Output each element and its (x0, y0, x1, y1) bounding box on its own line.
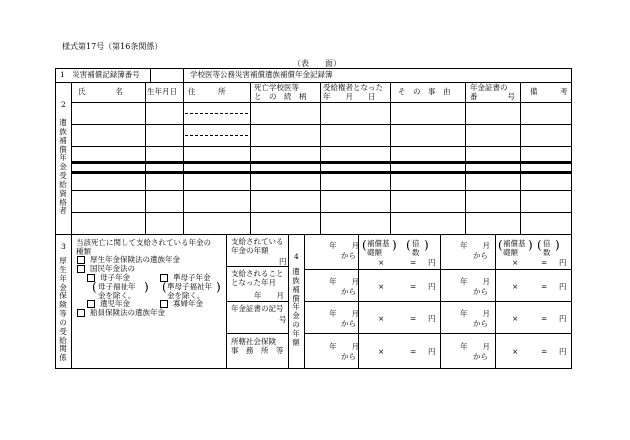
s4-title-vertical: 遺族補償年金の年額 (292, 267, 300, 347)
form-number: 様式第17号（第16条関係） (62, 42, 163, 51)
item-senin: 船員保険法の遺族年金 (90, 308, 165, 317)
r1-rate-paren-r: ) (424, 238, 429, 252)
col-header-remarks: 備 考 (530, 87, 568, 96)
record-number-label: 1 災害補償記録簿番号 (60, 70, 140, 79)
r1r-yen: 円 (559, 258, 567, 267)
r1r-rate-paren-l: ( (537, 238, 542, 252)
s1-divider-1 (150, 68, 151, 82)
r3-left-from: から (341, 319, 356, 328)
r1r-equals: = (541, 258, 548, 267)
address-dash-1 (185, 113, 248, 114)
r4-right-from: から (473, 352, 488, 361)
r2-right-from: から (473, 287, 488, 296)
r1-rate-l1: 倍 (412, 239, 420, 248)
r1-left-from: から (341, 251, 356, 260)
r1-base-paren-l: ( (362, 238, 367, 252)
pension-type-intro-l2: 種類 (76, 247, 91, 256)
r1r-base-l1: 補償基 (503, 239, 526, 248)
r3r-yen: 円 (559, 314, 567, 323)
r1-rate-l2: 数 (412, 248, 420, 257)
s3-mid-line-1 (226, 266, 288, 267)
s4-left-border (288, 234, 289, 368)
r1-left-ym: 年 月 (329, 241, 359, 250)
r2-yen: 円 (428, 282, 436, 291)
r4-left-from: から (341, 352, 356, 361)
paren-right-2: ) (216, 280, 221, 294)
start-date-label-l2: となった年月 (231, 278, 276, 287)
checkbox-kokumin[interactable] (77, 265, 85, 273)
r1-base-paren-r: ) (392, 238, 397, 252)
s2-thick-line-1 (71, 161, 571, 164)
cert-symbol-unit: 号 (279, 315, 287, 324)
r1-rate-paren-l: ( (406, 238, 411, 252)
r2-left-ym: 年 月 (329, 277, 359, 286)
r1-yen: 円 (428, 258, 436, 267)
checkbox-iji[interactable] (87, 300, 95, 308)
item-kafu: 寡婦年金 (173, 299, 203, 308)
r3r-times: × (512, 314, 519, 323)
r2-times: × (378, 282, 385, 291)
r3-left-ym: 年 月 (329, 309, 359, 318)
item-kosei: 厚生年金保険法の遺族年金 (90, 255, 180, 264)
s3-title-vertical: 厚生年金保険等の受給関係 (59, 256, 67, 363)
paren-left-1: ( (92, 280, 97, 294)
annual-amount-unit: 円 (279, 257, 287, 266)
r1r-base-l2: 礎額 (503, 248, 518, 257)
frame-top (55, 68, 572, 69)
r4-yen: 円 (428, 347, 436, 356)
s2-title-vertical: 遺族補償年金受給資格者 (59, 118, 67, 216)
record-title: 学校医等公務災害補償遺族補償年金記録簿 (190, 70, 333, 79)
start-date-label-l1: 支給されること (231, 269, 284, 278)
cert-symbol-label: 年金証書の記号 (231, 304, 284, 313)
col-header-relation-l2: と の 続 柄 (254, 92, 307, 101)
col-header-address: 住 所 (188, 87, 226, 96)
note-jun-boshi-l2: 金を除く。 (167, 291, 205, 300)
frame-right (571, 68, 572, 369)
r2r-equals: = (541, 282, 548, 291)
r1r-base-paren-r: ) (528, 238, 533, 252)
item-iji: 遺児年金 (100, 299, 130, 308)
s2-row-line-2 (71, 146, 571, 147)
paren-left-2: ( (162, 280, 167, 294)
col-header-date-l1: 受給権者となった (323, 83, 383, 92)
r4-equals: = (410, 347, 417, 356)
annual-amount-label-l2: 年金の年額 (231, 246, 269, 255)
checkbox-kafu[interactable] (160, 300, 168, 308)
r1r-rate-l2: 数 (543, 248, 551, 257)
paren-right-1: ) (144, 280, 149, 294)
item-jun-boshi: 準母子年金 (173, 273, 211, 282)
r4r-equals: = (541, 347, 548, 356)
s2-row-line-1 (71, 124, 571, 125)
page-side-label: （表 面） (293, 59, 341, 68)
r2-equals: = (410, 282, 417, 291)
r1r-rate-paren-r: ) (555, 238, 560, 252)
r3-right-from: から (473, 319, 488, 328)
r2r-yen: 円 (559, 282, 567, 291)
pension-type-intro-l1: 当該死亡に関して支給されている年金の (76, 238, 211, 247)
r1-right-ym: 年 月 (460, 241, 490, 250)
s3-mid-line-3 (226, 333, 288, 334)
r1-base-l2: 礎額 (367, 248, 382, 257)
frame-bottom (55, 368, 572, 369)
social-insurance-office-l1: 所轄社会保険 (231, 337, 276, 346)
s2-thick-line-2 (71, 171, 571, 174)
r4r-times: × (512, 347, 519, 356)
r3-times: × (378, 314, 385, 323)
r1-times: × (378, 258, 385, 267)
r3r-equals: = (541, 314, 548, 323)
r1r-times: × (512, 258, 519, 267)
note-jun-boshi-l1: 準母子福祉年 (167, 282, 212, 291)
item-kokumin: 国民年金法の (90, 264, 135, 273)
start-date-unit: 年 月 (254, 291, 284, 300)
col-header-cert-l2: 番 号 (470, 92, 515, 101)
s4-number: 4 (294, 252, 299, 261)
s3-number: 3 (61, 242, 66, 251)
col-header-reason: そ の 事 由 (398, 87, 451, 96)
s4-row-line-3 (304, 333, 571, 334)
annual-amount-label-l1: 支給されている (231, 237, 284, 246)
r2r-times: × (512, 282, 519, 291)
s2-row-line-3 (71, 190, 571, 191)
col-header-name: 氏 名 (78, 87, 123, 96)
col-header-cert-l1: 年金証書の (470, 83, 508, 92)
s4-row-line-2 (304, 301, 571, 302)
s3-label-divider (71, 234, 72, 368)
r4-left-ym: 年 月 (329, 342, 359, 351)
frame-left (55, 68, 56, 369)
note-boshi-l2: 金を除く。 (98, 291, 136, 300)
r4-right-ym: 年 月 (460, 342, 490, 351)
r2-left-from: から (341, 287, 356, 296)
r3-yen: 円 (428, 314, 436, 323)
s4-row-line-1 (304, 269, 571, 270)
social-insurance-office-l2: 事 務 所 等 (231, 346, 284, 355)
r1r-rate-l1: 倍 (543, 239, 551, 248)
address-dash-2 (185, 135, 248, 136)
r3-equals: = (410, 314, 417, 323)
r1r-base-paren-l: ( (498, 238, 503, 252)
r1-base-l1: 補償基 (367, 239, 390, 248)
note-boshi-l1: 母子福祉年 (98, 282, 136, 291)
r4-times: × (378, 347, 385, 356)
col-header-relation-l1: 死亡学校医等 (254, 83, 299, 92)
col-header-dob: 生年月日 (147, 87, 177, 96)
r2-right-ym: 年 月 (460, 277, 490, 286)
s2-row-line-4 (71, 212, 571, 213)
r1-equals: = (410, 258, 417, 267)
s1-divider-2 (183, 68, 184, 82)
r4r-yen: 円 (559, 347, 567, 356)
s2-header-bottom (71, 102, 571, 103)
s3-mid-line-2 (226, 301, 288, 302)
s2-number: 2 (61, 100, 66, 109)
checkbox-kosei[interactable] (77, 256, 85, 264)
r3-right-ym: 年 月 (460, 309, 490, 318)
col-header-date-l2: 年 月 日 (323, 92, 376, 101)
item-boshi: 母子年金 (100, 273, 130, 282)
r1-right-from: から (473, 251, 488, 260)
checkbox-senin[interactable] (77, 309, 85, 317)
